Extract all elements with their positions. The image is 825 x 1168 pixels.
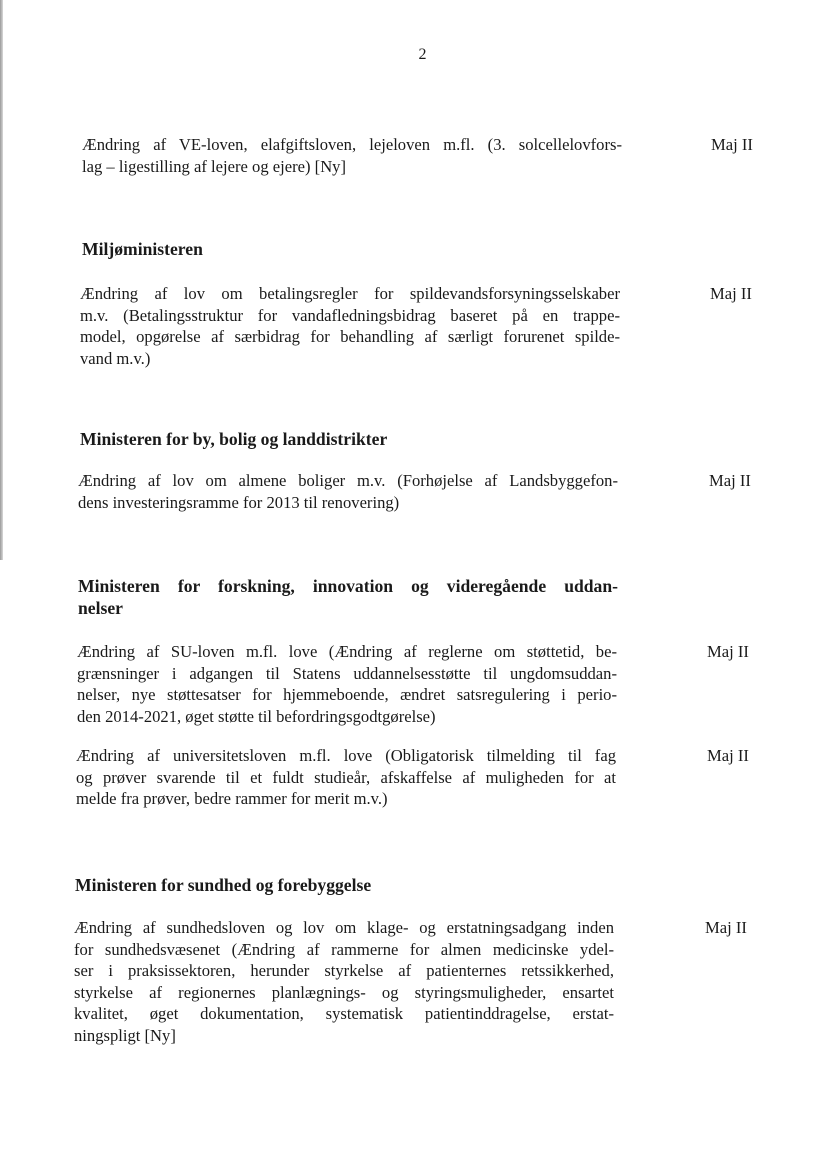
list-item: Ændring af lov om almene boliger m.v. (Forhøjelse af Landsbyggefon- dens investeringsramme for 2013 til renovering) [78,471,618,512]
section-heading: Ministeren for forskning, innovation og videregående uddan- nelser [78,576,618,618]
date-label: Maj II [709,471,751,490]
list-item: Ændring af VE-loven, elafgiftsloven, lejeloven m.fl. (3. solcellelovfors- lag – ligestilling af lejere og ejere) [Ny] [82,135,622,176]
date-label: Maj II [710,284,752,303]
section-heading: Ministeren for sundhed og forebyggelse [75,875,372,895]
list-item: Ændring af SU-loven m.fl. love (Ændring af reglerne om støttetid, be- grænsninger i adgangen til Statens uddannelsesstøtte til ungdomsuddan- nelser, nye støttesatser for hjemmeboende, ændret satsregulering i perio- den 2014-2021, øget støtte til befordringsgodtgørelse) [77,642,617,726]
scan-edge [0,0,3,560]
date-label: Maj II [711,135,753,154]
page-number: 2 [418,46,427,63]
section-heading: Ministeren for by, bolig og landdistrikter [80,429,388,449]
date-label: Maj II [705,918,747,937]
section-heading: Miljøministeren [82,239,203,259]
list-item: Ændring af sundhedsloven og lov om klage- og erstatningsadgang inden for sundhedsvæsenet (Ændring af rammerne for almen medicinske ydel- ser i praksissektoren, herunder styrkelse af patienternes retssikkerhed, styrkelse af regionernes planlægnings- og styringsmuligheder, ensartet kvalitet, øget dokumentation, systematisk patientinddragelse, erstat- ningspligt [Ny] [74,918,614,1045]
list-item: Ændring af lov om betalingsregler for spildevandsforsyningsselskaber m.v. (Betalingsstruktur for vandafledningsbidrag baseret på en trappe- model, opgørelse af særbidrag for behandling af særligt forurenet spilde- vand m.v.) [80,284,620,368]
date-label: Maj II [707,642,749,661]
date-label: Maj II [707,746,749,765]
list-item: Ændring af universitetsloven m.fl. love (Obligatorisk tilmelding til fag og prøver svarende til et fuldt studieår, afskaffelse af muligheden for at melde fra prøver, bedre rammer for merit m.v.) [76,746,616,808]
